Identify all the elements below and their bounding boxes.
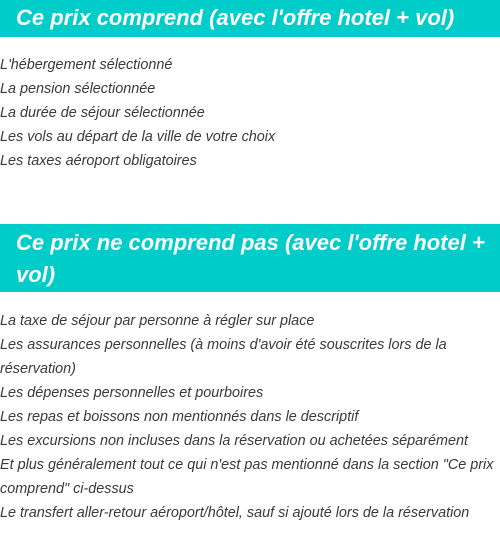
list-item: Les vols au départ de la ville de votre choix bbox=[0, 129, 276, 145]
list-item: Les dépenses personnelles et pourboires bbox=[0, 385, 264, 401]
list-item: L'hébergement sélectionné bbox=[0, 57, 173, 73]
excluded-section-header: Ce prix ne comprend pas (avec l'offre hotel + vol) bbox=[0, 224, 500, 292]
list-item: Et plus généralement tout ce qui n'est pas mentionné dans la section "Ce prix comprend" ci-dessus bbox=[0, 457, 494, 497]
list-item: Le transfert aller-retour aéroport/hôtel, sauf si ajouté lors de la réservation bbox=[0, 505, 470, 521]
list-item: Les excursions non incluses dans la réservation ou achetées séparément bbox=[0, 433, 468, 449]
included-section-header: Ce prix comprend (avec l'offre hotel + vol) bbox=[0, 0, 500, 37]
list-item: La pension sélectionnée bbox=[0, 81, 156, 97]
list-item: Les assurances personnelles (à moins d'avoir été souscrites lors de la réservation) bbox=[0, 337, 447, 377]
list-item: Les repas et boissons non mentionnés dans le descriptif bbox=[0, 409, 359, 425]
included-list bbox=[0, 53, 496, 173]
list-item: Les taxes aéroport obligatoires bbox=[0, 153, 197, 169]
list-item: La durée de séjour sélectionnée bbox=[0, 105, 205, 121]
excluded-list bbox=[0, 309, 496, 525]
list-item: La taxe de séjour par personne à régler sur place bbox=[0, 313, 315, 329]
